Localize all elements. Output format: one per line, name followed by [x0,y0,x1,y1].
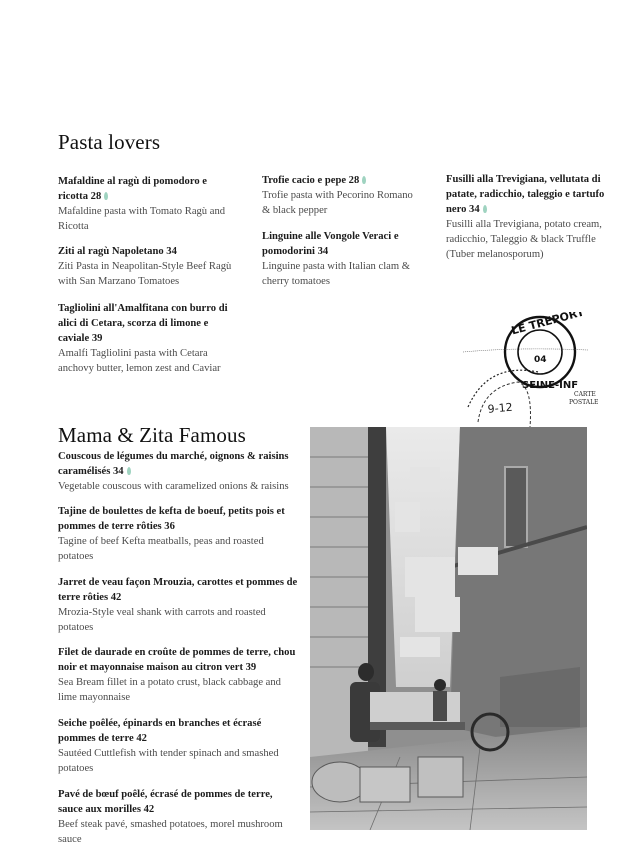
section-title-pasta: Pasta lovers [58,130,161,154]
street-scene-photo [310,427,587,830]
veggie-leaf-icon [127,467,131,475]
menu-item [58,787,298,847]
dish-description: Vegetable couscous with caramelized onions & raisins [58,481,289,492]
dish-description: Sea Bream fillet in a potato crust, black cabbage and lime mayonnaise [58,677,281,703]
dish-name: Pavé de bœuf poêlé, écrasé de pommes de terre, sauce aux morilles 42 [58,789,273,815]
menu-item [58,301,238,376]
dish-name: Tagliolini all'Amalfitana con burro di alici di Cetara, scorza di limone e caviale 39 [58,303,228,344]
menu-item [58,716,298,776]
dish-name: Mafaldine al ragù di pomodoro e ricotta 28 [58,176,208,202]
svg-text:LE TREPORT: LE TREPORT [509,312,586,338]
svg-text:04: 04 [534,355,547,365]
dish-description: Trofie pasta with Pecorino Romano & black pepper [262,190,413,216]
svg-text:POSTALE: POSTALE [569,399,599,406]
menu-item [58,575,298,635]
dish-description: Fusilli alla Trevigiana, potato cream, radicchio, Taleggio & black Truffle (Tuber melanosporum) [446,219,602,260]
dish-name: Tajine de boulettes de kefta de boeuf, petits pois et pommes de terre rôties 36 [58,506,285,532]
menu-item [58,174,238,234]
menu-item [58,244,238,289]
dish-name: Seiche poêlée, épinards en branches et écrasé pommes de terre 42 [58,718,262,744]
menu-item [58,504,298,564]
dish-description: Sautéed Cuttlefish with tender spinach and smashed potatoes [58,748,279,774]
svg-text:SEINE-INF: SEINE-INF [522,380,579,391]
dish-name: Trofie cacio e pepe 28 [262,175,360,186]
postmark-stamp-decoration [458,312,603,430]
dish-description: Beef steak pavé, smashed potatoes, morel mushroom sauce [58,819,283,845]
svg-text:9-12: 9-12 [487,400,514,416]
menu-item [446,172,616,262]
dish-name: Ziti al ragù Napoletano 34 [58,246,177,257]
dish-name: Filet de daurade en croûte de pommes de terre, chou noir et mayonnaise maison au citron vert 39 [58,647,296,673]
dish-description: Tagine of beef Kefta meatballs, peas and roasted potatoes [58,536,264,562]
dish-description: Ziti Pasta in Neapolitan-Style Beef Ragù with San Marzano Tomatoes [58,261,232,287]
veggie-leaf-icon [362,176,366,184]
menu-item [58,449,298,494]
veggie-leaf-icon [104,192,108,200]
veggie-leaf-icon [483,205,487,213]
dish-description: Amalfi Tagliolini pasta with Cetara anchovy butter, lemon zest and Caviar [58,348,221,374]
dish-description: Mafaldine pasta with Tomato Ragù and Ricotta [58,206,226,232]
section-title-famous: Mama & Zita Famous [58,423,246,447]
dish-name: Linguine alle Vongole Veraci e pomodorini 34 [262,231,399,257]
dish-name: Jarret de veau façon Mrouzia, carottes et pommes de terre rôties 42 [58,577,298,603]
dish-description: Linguine pasta with Italian clam & cherry tomatoes [262,261,410,287]
menu-item [262,173,422,218]
menu-item [262,229,422,289]
dish-description: Mrozia-Style veal shank with carrots and roasted potatoes [58,607,266,633]
menu-item [58,645,298,705]
dish-name: Fusilli alla Trevigiana, vellutata di patate, radicchio, taleggio e tartufo nero 34 [446,174,605,215]
svg-text:CARTE: CARTE [574,391,596,398]
dish-name: Couscous de légumes du marché, oignons & raisins caramélisés 34 [58,451,289,477]
